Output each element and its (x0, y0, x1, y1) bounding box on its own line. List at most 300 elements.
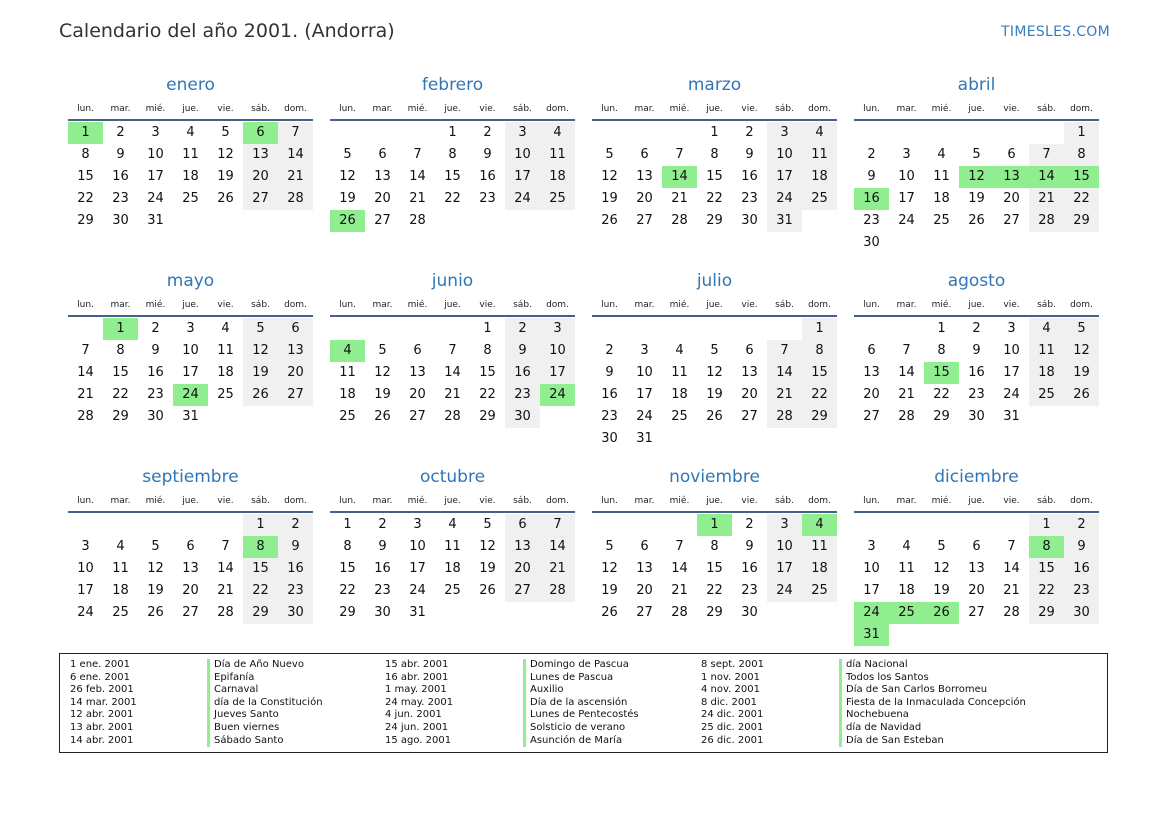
day-cell: 3 (413, 517, 422, 532)
legend-holiday-name: Asunción de María (523, 735, 701, 748)
day-cell: 16 (601, 387, 618, 402)
legend-holiday-name: Jueves Santo (207, 709, 385, 722)
day-cell: 17 (863, 583, 880, 598)
day-cell: 9 (278, 536, 313, 558)
day-cell: 8 (1064, 144, 1099, 166)
day-cell: 16 (479, 169, 496, 184)
day-cell: 17 (540, 362, 575, 384)
weekday-label: vie. (741, 300, 758, 310)
day-cell: 8 (937, 343, 946, 358)
day-cell: 4 (186, 125, 195, 140)
legend-holiday-name: Epifanía (207, 672, 385, 685)
day-cell: 19 (968, 191, 985, 206)
day-cell: 21 (1003, 583, 1020, 598)
day-cell: 19 (479, 561, 496, 576)
day-cell: 16 (112, 169, 129, 184)
day-cell: 17 (147, 169, 164, 184)
days-grid (592, 318, 837, 450)
month-junio (330, 270, 575, 466)
day-cell: 29 (933, 409, 950, 424)
legend-holiday-name: Día de Año Nuevo (207, 659, 385, 672)
weekday-label: vie. (741, 104, 758, 114)
weekday-label: jue. (968, 104, 985, 114)
day-cell: 23 (741, 583, 758, 598)
weekday-label: sáb. (1037, 496, 1056, 506)
day-cell: 1 (1029, 514, 1064, 536)
month-agosto (854, 270, 1099, 466)
day-cell: 1 (937, 321, 946, 336)
weekday-label: sáb. (775, 300, 794, 310)
weekday-label: mar. (372, 496, 393, 506)
holiday-day: 26 (924, 602, 959, 624)
day-cell: 22 (933, 387, 950, 402)
holiday-day: 26 (330, 210, 365, 232)
holiday-day: 31 (854, 624, 889, 646)
day-cell: 15 (706, 561, 723, 576)
days-grid (330, 514, 575, 624)
day-cell: 8 (343, 539, 352, 554)
day-cell: 8 (81, 147, 90, 162)
day-cell: 21 (278, 166, 313, 188)
day-cell: 7 (675, 147, 684, 162)
day-cell: 11 (339, 365, 356, 380)
day-cell: 18 (444, 561, 461, 576)
day-cell: 27 (636, 213, 653, 228)
day-cell: 12 (601, 169, 618, 184)
day-cell: 19 (339, 191, 356, 206)
month-title: octubre (419, 467, 486, 487)
day-cell: 24 (898, 213, 915, 228)
weekday-label: sáb. (775, 104, 794, 114)
day-cell: 14 (671, 561, 688, 576)
day-cell: 23 (374, 583, 391, 598)
day-cell: 31 (409, 605, 426, 620)
day-cell: 4 (937, 147, 946, 162)
day-cell: 20 (1003, 191, 1020, 206)
empty-cell (592, 318, 627, 340)
weekday-label: jue. (706, 496, 723, 506)
day-cell: 14 (278, 144, 313, 166)
day-cell: 9 (867, 169, 876, 184)
day-cell: 21 (671, 191, 688, 206)
weekday-header (592, 99, 837, 121)
day-cell: 18 (1029, 362, 1064, 384)
day-cell: 24 (77, 605, 94, 620)
day-cell: 25 (1029, 384, 1064, 406)
weekday-label: lun. (339, 496, 356, 506)
day-cell: 6 (1007, 147, 1016, 162)
holiday-day: 8 (243, 536, 278, 558)
weekday-label: mar. (634, 496, 655, 506)
day-cell: 19 (706, 387, 723, 402)
day-cell: 24 (1003, 387, 1020, 402)
day-cell: 8 (710, 147, 719, 162)
day-cell: 22 (444, 191, 461, 206)
weekday-label: lun. (863, 496, 880, 506)
day-cell: 28 (444, 409, 461, 424)
day-cell: 3 (81, 539, 90, 554)
day-cell: 29 (243, 602, 278, 624)
day-cell: 10 (409, 539, 426, 554)
empty-cell (959, 514, 994, 536)
day-cell: 7 (767, 340, 802, 362)
day-cell: 3 (151, 125, 160, 140)
day-cell: 27 (182, 605, 199, 620)
weekday-label: dom. (546, 300, 569, 310)
day-cell: 13 (182, 561, 199, 576)
weekday-label: sáb. (251, 104, 270, 114)
weekday-label: jue. (444, 300, 461, 310)
legend-date: 13 abr. 2001 (70, 721, 134, 733)
day-cell: 27 (374, 213, 391, 228)
empty-cell (994, 514, 1029, 536)
day-cell: 24 (409, 583, 426, 598)
day-cell: 5 (972, 147, 981, 162)
day-cell: 15 (444, 169, 461, 184)
holiday-day: 24 (854, 602, 889, 624)
legend-holiday-name: Fiesta de la Inmaculada Concepción (839, 697, 1119, 710)
weekday-label: jue. (706, 300, 723, 310)
day-cell: 26 (147, 605, 164, 620)
holiday-day: 14 (1029, 166, 1064, 188)
weekday-label: sáb. (251, 496, 270, 506)
month-abril (854, 74, 1099, 270)
empty-cell (208, 514, 243, 536)
day-cell: 3 (540, 318, 575, 340)
day-cell: 13 (505, 536, 540, 558)
day-cell: 7 (1007, 539, 1016, 554)
day-cell: 28 (409, 213, 426, 228)
days-grid (330, 318, 575, 428)
legend-date: 4 jun. 2001 (385, 709, 442, 721)
legend-date: 25 dic. 2001 (701, 721, 764, 733)
day-cell: 16 (505, 362, 540, 384)
day-cell: 9 (605, 365, 614, 380)
day-cell: 10 (767, 144, 802, 166)
day-cell: 16 (968, 365, 985, 380)
day-cell: 27 (968, 605, 985, 620)
day-cell: 29 (1064, 210, 1099, 232)
day-cell: 2 (378, 517, 387, 532)
day-cell: 29 (339, 605, 356, 620)
days-grid (68, 514, 313, 624)
holiday-day: 24 (173, 384, 208, 406)
day-cell: 7 (1029, 144, 1064, 166)
holiday-day: 24 (540, 384, 575, 406)
day-cell: 8 (710, 539, 719, 554)
days-grid (592, 514, 837, 624)
day-cell: 4 (902, 539, 911, 554)
day-cell: 20 (968, 583, 985, 598)
weekday-label: lun. (339, 104, 356, 114)
day-cell: 31 (767, 210, 802, 232)
weekday-label: dom. (284, 104, 307, 114)
weekday-header (854, 295, 1099, 317)
page-title: Calendario del año 2001. (Andorra) (59, 20, 395, 42)
day-cell: 23 (479, 191, 496, 206)
empty-cell (627, 122, 662, 144)
month-title: julio (696, 271, 733, 291)
day-cell: 1 (710, 125, 719, 140)
weekday-label: vie. (217, 104, 234, 114)
day-cell: 21 (217, 583, 234, 598)
weekday-header (592, 295, 837, 317)
days-grid (854, 318, 1099, 428)
day-cell: 9 (116, 147, 125, 162)
day-cell: 15 (706, 169, 723, 184)
weekday-label: dom. (1070, 104, 1093, 114)
day-cell: 21 (409, 191, 426, 206)
day-cell: 16 (374, 561, 391, 576)
weekday-label: dom. (546, 496, 569, 506)
day-cell: 28 (898, 409, 915, 424)
day-cell: 11 (933, 169, 950, 184)
weekday-label: dom. (808, 496, 831, 506)
day-cell: 9 (745, 539, 754, 554)
day-cell: 30 (374, 605, 391, 620)
day-cell: 9 (378, 539, 387, 554)
holiday-day: 6 (243, 122, 278, 144)
day-cell: 26 (968, 213, 985, 228)
day-cell: 10 (898, 169, 915, 184)
month-septiembre (68, 466, 313, 662)
legend-date: 24 jun. 2001 (385, 721, 449, 733)
day-cell: 31 (182, 409, 199, 424)
empty-cell (627, 318, 662, 340)
legend-dates-column (70, 659, 207, 752)
day-cell: 4 (675, 343, 684, 358)
weekday-header (854, 99, 1099, 121)
day-cell: 6 (505, 514, 540, 536)
day-cell: 10 (77, 561, 94, 576)
day-cell: 25 (671, 409, 688, 424)
day-cell: 15 (479, 365, 496, 380)
day-cell: 25 (802, 188, 837, 210)
day-cell: 11 (540, 144, 575, 166)
month-title: septiembre (142, 467, 239, 487)
day-cell: 12 (601, 561, 618, 576)
day-cell: 27 (278, 384, 313, 406)
day-cell: 13 (636, 561, 653, 576)
day-cell: 31 (1003, 409, 1020, 424)
day-cell: 13 (374, 169, 391, 184)
day-cell: 22 (479, 387, 496, 402)
day-cell: 6 (413, 343, 422, 358)
day-cell: 22 (243, 580, 278, 602)
day-cell: 19 (601, 191, 618, 206)
day-cell: 17 (898, 191, 915, 206)
legend-date: 16 abr. 2001 (385, 671, 449, 683)
legend-holiday-name: día de la Constitución (207, 697, 385, 710)
weekday-label: jue. (968, 300, 985, 310)
day-cell: 30 (278, 602, 313, 624)
day-cell: 21 (898, 387, 915, 402)
day-cell: 18 (671, 387, 688, 402)
weekday-label: jue. (706, 104, 723, 114)
day-cell: 12 (933, 561, 950, 576)
weekday-label: mié. (145, 104, 166, 114)
day-cell: 11 (112, 561, 129, 576)
day-cell: 24 (505, 188, 540, 210)
month-title: mayo (166, 271, 215, 291)
day-cell: 26 (374, 409, 391, 424)
day-cell: 12 (217, 147, 234, 162)
day-cell: 26 (479, 583, 496, 598)
day-cell: 1 (802, 318, 837, 340)
day-cell: 7 (448, 343, 457, 358)
day-cell: 23 (741, 191, 758, 206)
weekday-label: lun. (601, 104, 618, 114)
weekday-label: mar. (634, 300, 655, 310)
weekday-header (854, 491, 1099, 513)
day-cell: 13 (409, 365, 426, 380)
day-cell: 8 (483, 343, 492, 358)
day-cell: 11 (444, 539, 461, 554)
empty-cell (959, 122, 994, 144)
day-cell: 15 (77, 169, 94, 184)
empty-cell (854, 318, 889, 340)
empty-cell (889, 514, 924, 536)
weekday-label: jue. (444, 104, 461, 114)
holiday-day: 16 (854, 188, 889, 210)
weekday-header (68, 295, 313, 317)
weekday-label: jue. (968, 496, 985, 506)
weekday-label: mar. (110, 300, 131, 310)
day-cell: 17 (505, 166, 540, 188)
day-cell: 30 (863, 235, 880, 250)
weekday-label: mar. (372, 104, 393, 114)
day-cell: 6 (745, 343, 754, 358)
weekday-label: lun. (863, 300, 880, 310)
month-title: noviembre (669, 467, 760, 487)
day-cell: 28 (671, 605, 688, 620)
day-cell: 18 (802, 558, 837, 580)
legend-date: 24 dic. 2001 (701, 709, 764, 721)
legend-holiday-name: Auxilio (523, 684, 701, 697)
day-cell: 19 (1064, 362, 1099, 384)
day-cell: 15 (802, 362, 837, 384)
day-cell: 1 (1064, 122, 1099, 144)
weekday-label: dom. (284, 496, 307, 506)
day-cell: 9 (745, 147, 754, 162)
day-cell: 21 (540, 558, 575, 580)
month-title: enero (166, 75, 215, 95)
holiday-day: 13 (994, 166, 1029, 188)
day-cell: 20 (636, 583, 653, 598)
day-cell: 22 (706, 191, 723, 206)
weekday-label: sáb. (775, 496, 794, 506)
day-cell: 22 (1064, 188, 1099, 210)
day-cell: 14 (409, 169, 426, 184)
weekday-label: sáb. (251, 300, 270, 310)
month-noviembre (592, 466, 837, 662)
day-cell: 2 (745, 517, 754, 532)
day-cell: 22 (77, 191, 94, 206)
holiday-day: 8 (1029, 536, 1064, 558)
day-cell: 19 (933, 583, 950, 598)
weekday-label: lun. (77, 496, 94, 506)
day-cell: 5 (937, 539, 946, 554)
legend-holiday-name: Carnaval (207, 684, 385, 697)
weekday-label: mié. (931, 496, 952, 506)
legend-holiday-name: día de Navidad (839, 722, 1119, 735)
day-cell: 26 (243, 384, 278, 406)
weekday-label: sáb. (513, 300, 532, 310)
legend-date: 14 abr. 2001 (70, 734, 134, 746)
day-cell: 17 (767, 166, 802, 188)
days-grid (854, 514, 1099, 646)
day-cell: 10 (505, 144, 540, 166)
day-cell: 27 (636, 605, 653, 620)
empty-cell (103, 514, 138, 536)
day-cell: 25 (182, 191, 199, 206)
weekday-label: lun. (863, 104, 880, 114)
day-cell: 30 (968, 409, 985, 424)
day-cell: 11 (217, 343, 234, 358)
empty-cell (435, 318, 470, 340)
day-cell: 12 (339, 169, 356, 184)
weekday-label: sáb. (1037, 104, 1056, 114)
weekday-label: vie. (479, 496, 496, 506)
day-cell: 7 (413, 147, 422, 162)
month-title: agosto (947, 271, 1006, 291)
day-cell: 28 (278, 188, 313, 210)
day-cell: 16 (741, 561, 758, 576)
weekday-label: mar. (372, 300, 393, 310)
weekday-label: vie. (741, 496, 758, 506)
weekday-header (68, 99, 313, 121)
day-cell: 15 (243, 558, 278, 580)
months-grid (68, 74, 1099, 662)
day-cell: 15 (112, 365, 129, 380)
day-cell: 7 (81, 343, 90, 358)
day-cell: 20 (636, 191, 653, 206)
day-cell: 14 (444, 365, 461, 380)
weekday-label: lun. (77, 300, 94, 310)
weekday-label: mar. (896, 104, 917, 114)
empty-cell (889, 318, 924, 340)
legend-holiday-name: Todos los Santos (839, 672, 1119, 685)
legend-holiday-name: Nochebuena (839, 709, 1119, 722)
day-cell: 28 (1003, 605, 1020, 620)
day-cell: 16 (1064, 558, 1099, 580)
day-cell: 1 (448, 125, 457, 140)
day-cell: 2 (116, 125, 125, 140)
day-cell: 15 (339, 561, 356, 576)
brand-link[interactable]: TIMESLES.COM (1001, 24, 1110, 40)
day-cell: 6 (278, 318, 313, 340)
empty-cell (662, 318, 697, 340)
weekday-label: dom. (808, 300, 831, 310)
legend-date: 15 abr. 2001 (385, 659, 449, 670)
day-cell: 6 (640, 539, 649, 554)
weekday-label: vie. (1003, 496, 1020, 506)
weekday-header (592, 491, 837, 513)
day-cell: 28 (217, 605, 234, 620)
day-cell: 3 (902, 147, 911, 162)
weekday-label: lun. (77, 104, 94, 114)
day-cell: 29 (77, 213, 94, 228)
holiday-day: 15 (1064, 166, 1099, 188)
day-cell: 20 (863, 387, 880, 402)
day-cell: 3 (640, 343, 649, 358)
day-cell: 26 (601, 605, 618, 620)
legend-date: 1 may. 2001 (385, 684, 447, 696)
legend-holiday-name: Lunes de Pentecostés (523, 709, 701, 722)
day-cell: 28 (77, 409, 94, 424)
day-cell: 5 (483, 517, 492, 532)
day-cell: 22 (1029, 580, 1064, 602)
